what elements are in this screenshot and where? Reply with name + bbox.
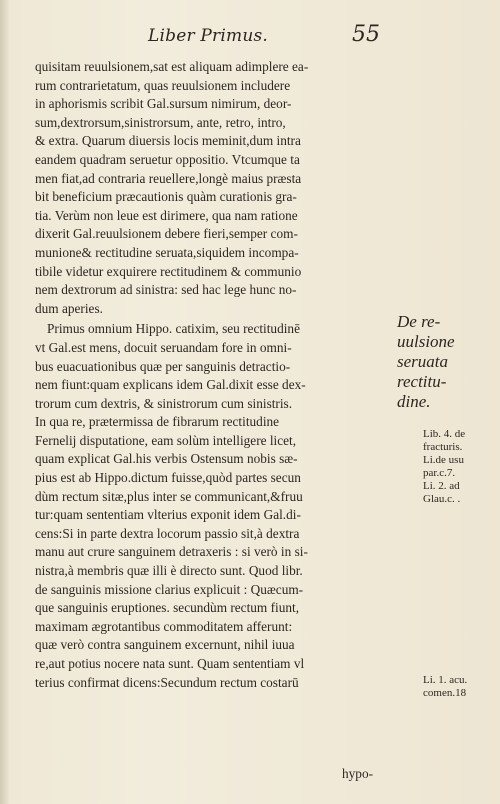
margin-note-citation	[423, 674, 467, 700]
margin-heading-line: seruata	[397, 352, 448, 371]
text-line: eandem quadram seruetur oppositio. Vtcumque ta	[35, 151, 300, 167]
page-number: 55	[352, 22, 380, 47]
text-line: nem fiunt:quam explicans idem Gal.dixit esse dex-	[35, 377, 306, 393]
text-line: men fiat,ad contraria reuellere,longè maius præsta	[35, 170, 302, 186]
text-line: trorum cum dextris, & sinistrorum cum sinistris.	[35, 395, 293, 411]
text-line: rum contrarietatum, quas reuulsionem includere	[35, 77, 291, 93]
text-line: & extra. Quarum diuersis locis meminit,dum intra	[35, 133, 301, 149]
text-line: sum,dextrorsum,sinistrorsum, ante, retro, intro,	[35, 114, 286, 130]
text-line: munione& rectitudine seruata,siquidem incompa-	[35, 244, 299, 260]
catchword: hypo-	[342, 766, 374, 781]
text-line: manu aut crure sanguinem detraxeris : si verò in si-	[35, 544, 308, 560]
running-title: Liber Primus.	[148, 26, 268, 46]
margin-heading-line: rectitu-	[397, 372, 447, 391]
binding-shadow	[0, 0, 10, 804]
body-text	[35, 58, 395, 692]
margin-heading-line: De re-	[397, 312, 441, 331]
text-line: quæ verò contra sanguinem excernunt, nihil iuua	[35, 637, 295, 653]
text-line: Fernelij disputatione, eam solùm intelligere licet,	[35, 432, 297, 448]
text-line: quam explicat Gal.his verbis Ostensum nobis sæ-	[35, 451, 298, 467]
margin-note-line: Li.de usu	[423, 454, 464, 466]
text-line: vt Gal.est mens, docuit seruandam fore in omni-	[35, 339, 292, 355]
margin-heading-line: uulsione	[397, 332, 455, 351]
text-line: tibile videtur exquirere rectitudinem & communio	[35, 263, 302, 279]
margin-note-line: comen.18	[423, 687, 467, 699]
margin-note-line: Li. 2. ad	[423, 480, 460, 492]
text-line: tur:quam sententiam vlterius exponit idem Gal.di-	[35, 507, 301, 523]
text-line: re,aut potius nocere nata sunt. Quam sententiam vl	[35, 656, 305, 671]
text-line: In qua re, prætermissa de fibrarum rectitudine	[35, 414, 280, 430]
text-line: que sanguinis eruptiones. secundùm rectum fiunt,	[35, 600, 300, 616]
text-line: terius confirmat dicens:Secundum rectum costarū	[35, 674, 299, 690]
text-line: quisitam reuulsionem,sat est aliquam adimplere ea-	[35, 59, 309, 74]
text-line: dum aperies.	[35, 300, 103, 316]
text-line: maximam ægrotantibus commoditatem afferunt:	[35, 618, 293, 634]
text-line: dùm rectum sitæ,plus inter se communicant,&fruu	[35, 488, 303, 504]
margin-note-line: Lib. 4. de	[423, 428, 466, 440]
margin-note-line: fracturis.	[423, 441, 463, 453]
margin-note-line: Li. 1. acu.	[423, 674, 468, 686]
text-line: Primus omnium Hippo. catixim, seu rectitudinē	[47, 321, 300, 337]
margin-heading	[397, 312, 497, 412]
margin-heading-line: dine.	[397, 392, 431, 411]
text-line: nistra,à membris quæ illi è directo sunt. Quod libr.	[35, 563, 303, 579]
text-line: nem dextrorum ad sinistra: sed hac lege hunc no-	[35, 282, 297, 298]
text-line: bus euacuationibus quæ per sanguinis detractio-	[35, 358, 291, 374]
text-line: bit beneficium præcautionis quàm curationis gra-	[35, 189, 297, 205]
margin-note-citation	[423, 428, 465, 506]
text-line: in aphorismis scribit Gal.sursum nimirum, deor-	[35, 96, 292, 112]
margin-note-line: Glau.c. .	[423, 493, 461, 505]
text-line: tia. Verùm non leue est dirimere, qua nam ratione	[35, 207, 298, 223]
text-line: pius est ab Hippo.dictum fuisse,quòd partes secun	[35, 470, 301, 486]
text-line: cens:Si in parte dextra locorum passio sit,à dextra	[35, 525, 300, 541]
text-line: dixerit Gal.reuulsionem debere fieri,semper com-	[35, 226, 298, 242]
text-line: de sanguinis missione clarius explicuit : Quæcum-	[35, 581, 304, 597]
margin-note-line: par.c.7.	[423, 467, 456, 479]
